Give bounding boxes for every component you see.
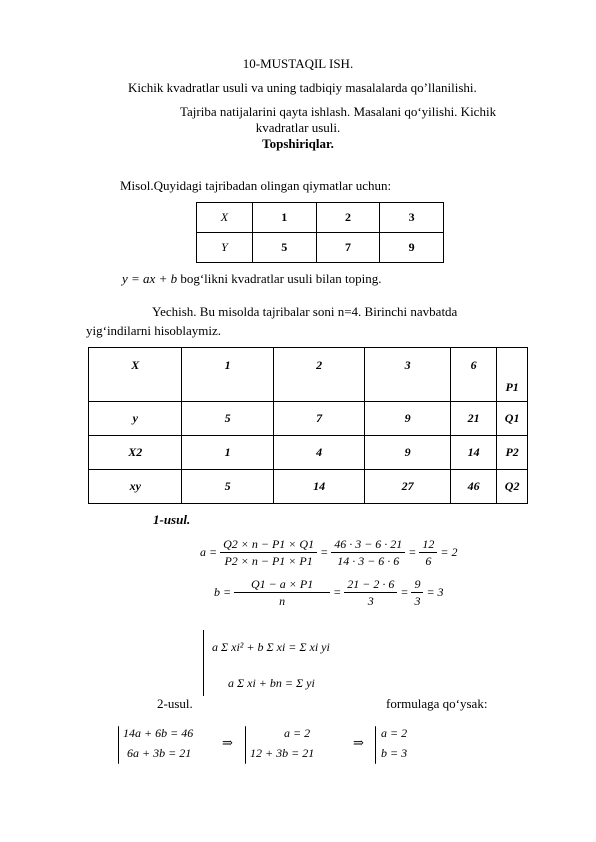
fraction	[331, 536, 405, 569]
fraction	[220, 536, 317, 569]
fraction-denominator: 3	[414, 594, 421, 608]
table-cell: y	[89, 402, 182, 436]
table-cell: 2	[273, 348, 364, 402]
table-cell: 2	[316, 203, 380, 233]
solution-line-1: Yechish. Bu misolda tajribalar soni n=4. Birinchi navbatda	[152, 304, 458, 319]
model-formula-text: bog‘likni kvadratlar usuli bilan toping.	[177, 271, 382, 286]
table-row	[197, 233, 444, 263]
table-cell: 14	[273, 470, 364, 504]
formula-substitution-label: formulaga qo‘ysak:	[386, 696, 488, 711]
model-formula: y = ax + b	[122, 271, 178, 286]
subtitle-line-1: Tajriba natijalarini qayta ishlash. Masalani qo‘yilishi. Kichik	[180, 104, 497, 119]
table-cell: 46	[450, 470, 496, 504]
table-cell: 6	[450, 348, 496, 402]
table-cell: 9	[365, 436, 451, 470]
sums-table	[88, 347, 528, 504]
table-cell: 5	[252, 233, 316, 263]
system-1-line-1: 14a + 6b = 46	[123, 726, 194, 740]
system-brace	[245, 726, 246, 764]
fraction-denominator: n	[279, 594, 286, 608]
table-row	[89, 348, 528, 402]
table-cell: P1	[497, 348, 528, 402]
fraction-denominator: 3	[367, 594, 374, 608]
table-cell: 27	[365, 470, 451, 504]
table-cell: 21	[450, 402, 496, 436]
table-cell: 9	[365, 402, 451, 436]
method-1-label: 1-usul.	[153, 512, 191, 527]
fraction-denominator: 14 · 3 − 6 · 6	[337, 554, 400, 568]
method-2-label: 2-usul.	[157, 696, 193, 711]
tasks-heading: Topshiriqlar.	[262, 136, 334, 151]
table-row	[197, 203, 444, 233]
table-cell: 7	[273, 402, 364, 436]
implies-arrow: ⇒	[222, 735, 233, 750]
system-2-line-1: a = 2	[284, 726, 311, 740]
normal-equation-2: a Σ xi + bn = Σ yi	[228, 676, 315, 690]
system-3-line-1: a = 2	[381, 726, 408, 740]
table-cell: Y	[197, 233, 253, 263]
table-cell: 9	[380, 233, 444, 263]
table-cell: X	[89, 348, 182, 402]
system-brace	[118, 726, 119, 764]
implies-arrow: ⇒	[353, 735, 364, 750]
system-brace	[203, 630, 204, 696]
fraction-numerator: 46 · 3 − 6 · 21	[331, 536, 405, 553]
table-row	[89, 470, 528, 504]
table-cell: X2	[89, 436, 182, 470]
table-cell: 3	[380, 203, 444, 233]
model-formula-line	[122, 271, 381, 287]
table-cell: Q1	[497, 402, 528, 436]
input-data-table	[196, 202, 444, 263]
system-1-line-2: 6a + 3b = 21	[127, 746, 192, 760]
table-cell: 1	[182, 348, 273, 402]
table-cell: Q2	[497, 470, 528, 504]
fraction-numerator: 9	[411, 576, 423, 593]
fraction	[344, 576, 397, 609]
document-number: 10-MUSTAQIL ISH.	[242, 56, 354, 71]
table-cell: 14	[450, 436, 496, 470]
table-cell: 1	[252, 203, 316, 233]
fraction	[234, 576, 330, 609]
subtitle-line-2: kvadratlar usuli.	[255, 120, 341, 135]
fraction-numerator: 21 − 2 · 6	[344, 576, 397, 593]
table-cell: 5	[182, 402, 273, 436]
solution-line-2: yig‘indilarni hisoblaymiz.	[86, 323, 222, 338]
formula-b-lhs: b =	[214, 585, 232, 599]
fraction	[411, 576, 423, 609]
formula-b-result: = 3	[426, 585, 444, 599]
system-3-line-2: b = 3	[381, 746, 408, 760]
system-2-line-2: 12 + 3b = 21	[250, 746, 315, 760]
table-cell: 4	[273, 436, 364, 470]
table-cell: 5	[182, 470, 273, 504]
formula-a: a = $\frac{Q2 \times n - P1 \times Q1}{P2 \times n - P1 \times P1}$ = $\frac{46 \cdot 3 - 6 \cdot 21}{14 \cdot 3 - 6 \cdot 6}$ = $\frac{12}{6}$ = 2	[200, 537, 458, 568]
document-title: Kichik kvadratlar usuli va uning tadbiqiy masalalarda qo’llanilishi.	[128, 80, 477, 95]
table-cell: X	[197, 203, 253, 233]
table-row	[89, 436, 528, 470]
fraction-numerator: 12	[419, 536, 437, 553]
table-cell: 1	[182, 436, 273, 470]
formula-b: b = $\frac{Q1 - a \times P1}{n}$ = $\frac{21 - 2 \cdot 6}{3}$ = $\frac{9}{3}$ = 3	[214, 577, 444, 608]
example-intro: Misol.Quyidagi tajribadan olingan qiymatlar uchun:	[120, 178, 392, 193]
fraction	[419, 536, 437, 569]
formula-a-lhs: a =	[200, 545, 218, 559]
formula-a-result: = 2	[440, 545, 458, 559]
fraction-numerator: Q2 × n − P1 × Q1	[220, 536, 317, 553]
table-row	[89, 402, 528, 436]
fraction-denominator: 6	[425, 554, 432, 568]
table-cell: 7	[316, 233, 380, 263]
normal-equation-1: a Σ xi² + b Σ xi = Σ xi yi	[212, 640, 330, 654]
table-cell: 3	[365, 348, 451, 402]
table-cell: P2	[497, 436, 528, 470]
fraction-numerator: Q1 − a × P1	[234, 576, 330, 593]
system-brace	[375, 726, 376, 764]
fraction-denominator: P2 × n − P1 × P1	[224, 554, 313, 568]
table-cell: xy	[89, 470, 182, 504]
